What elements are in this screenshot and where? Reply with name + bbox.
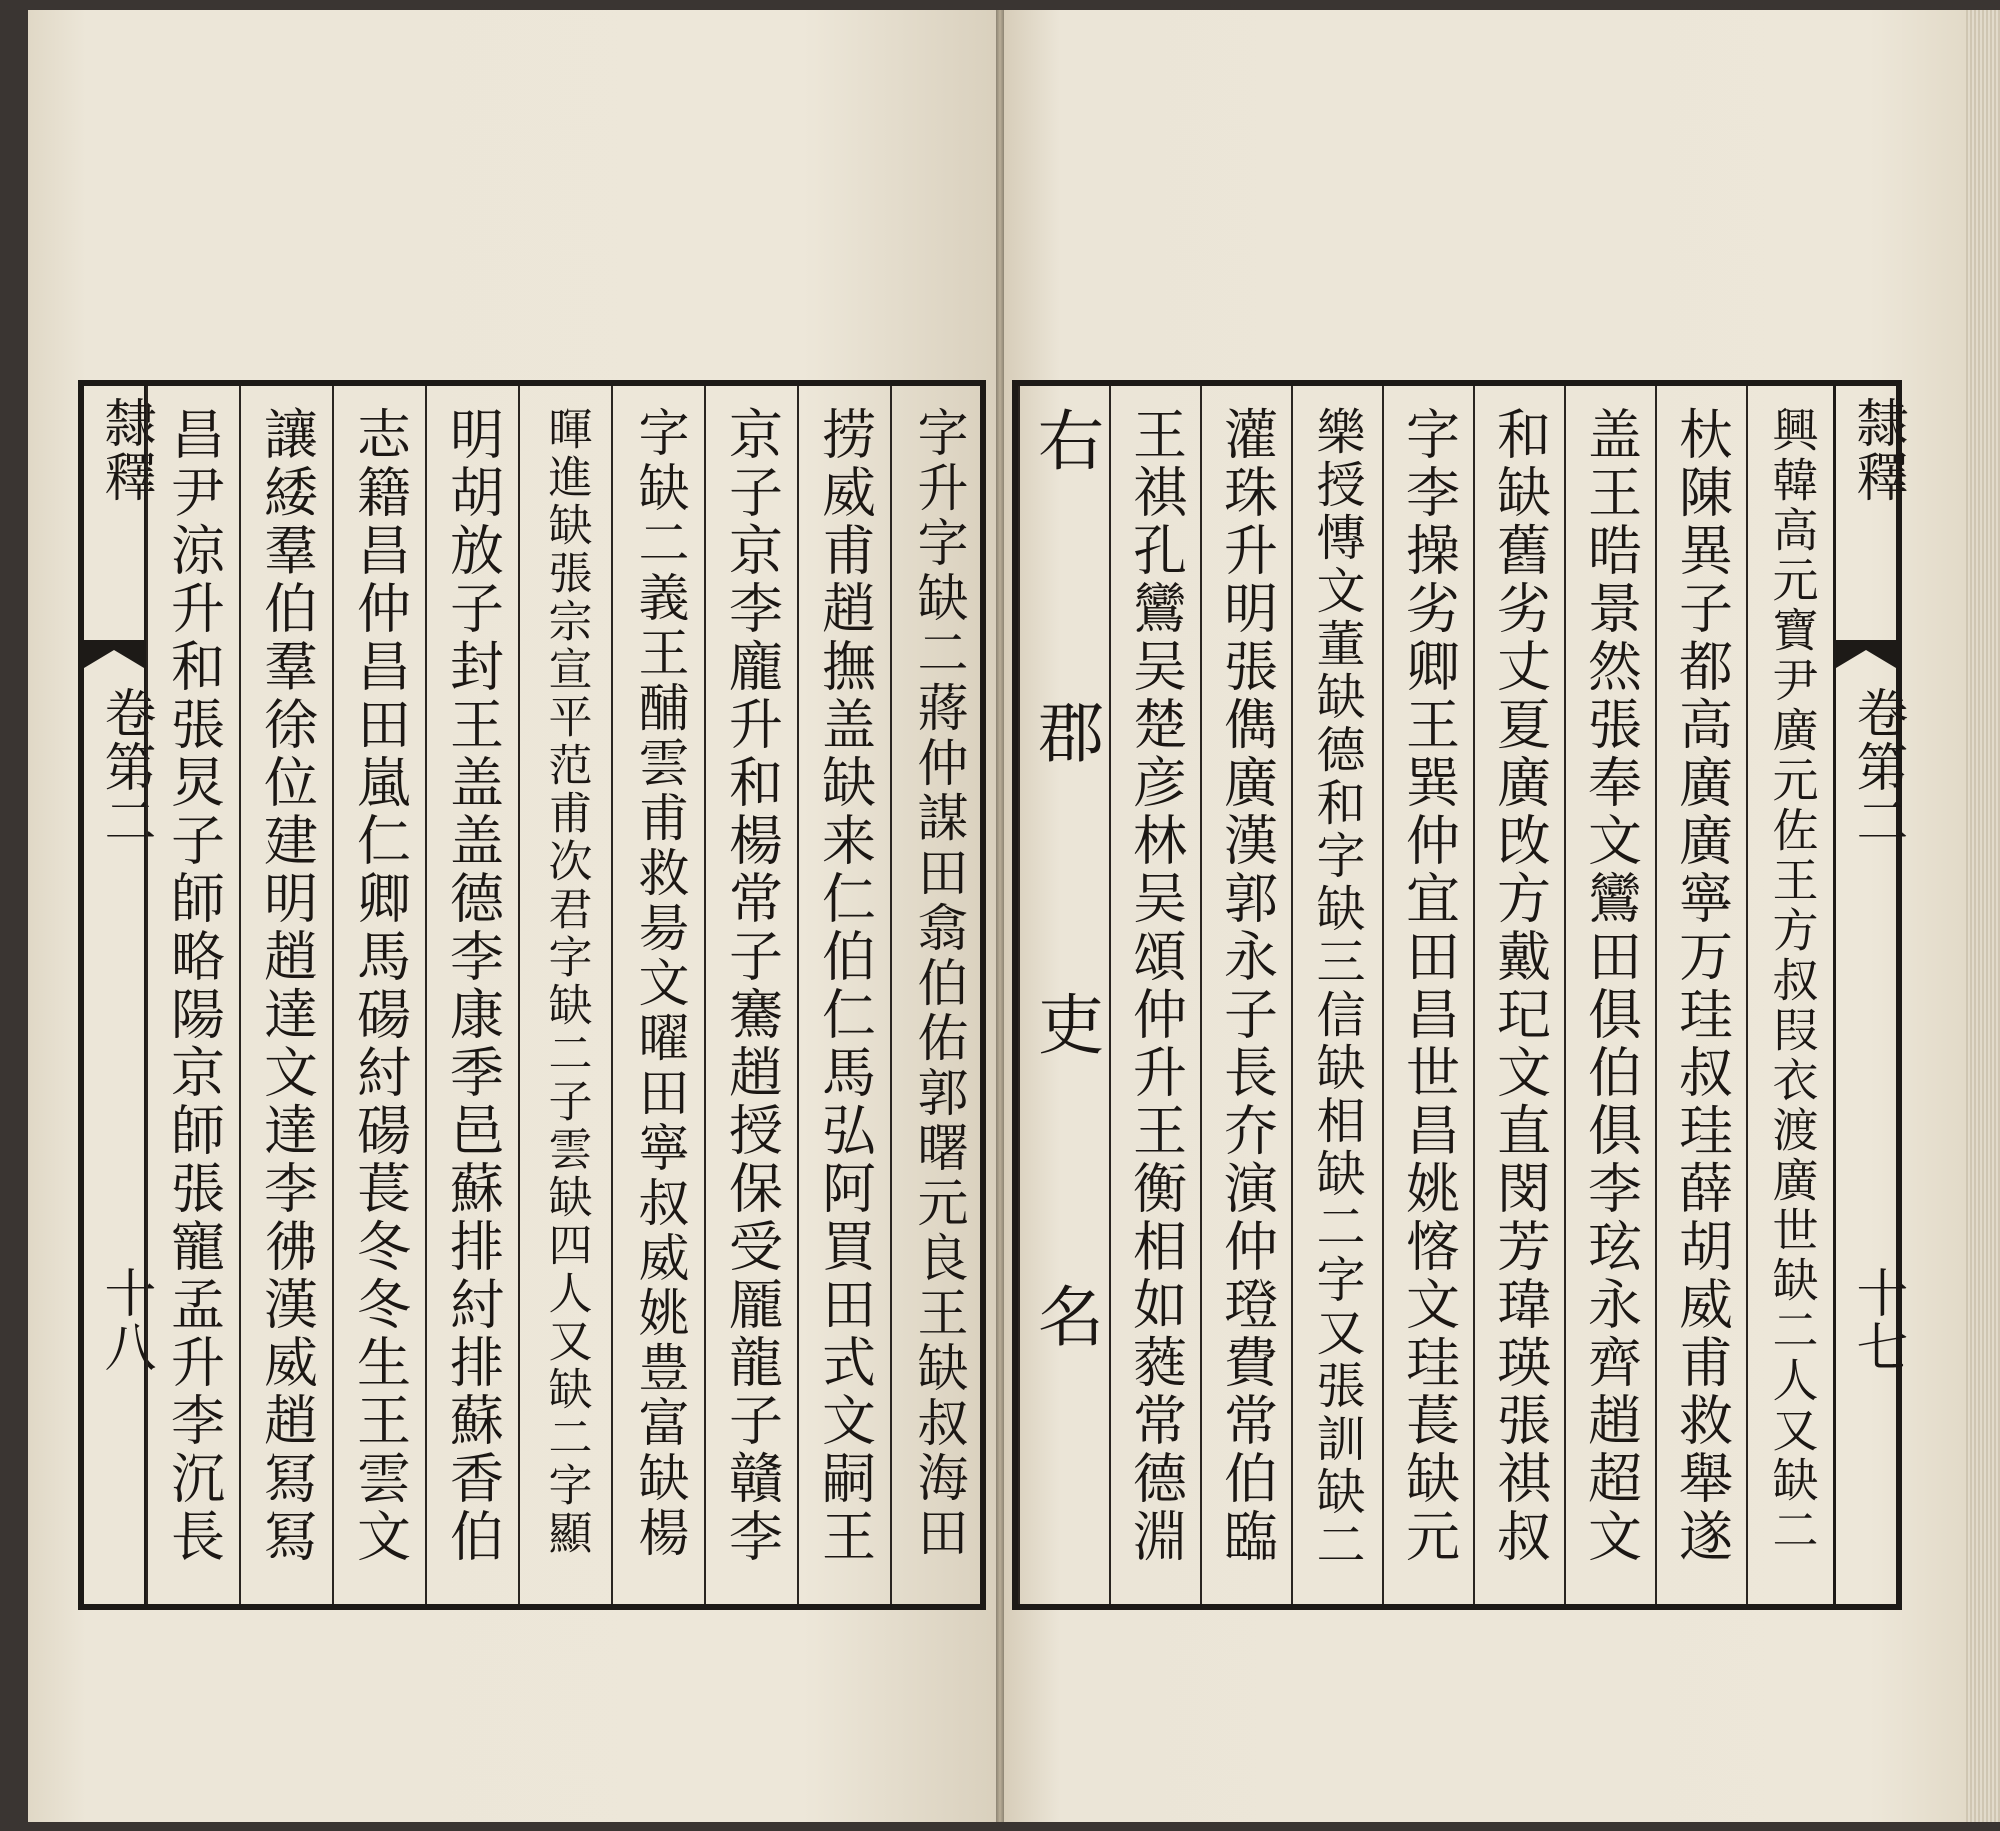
banxin-folio: 十七 <box>1847 1266 1907 1374</box>
fish-tail-mark <box>84 636 144 672</box>
text-column <box>1382 386 1473 1604</box>
text-column <box>1109 386 1200 1604</box>
text-column <box>425 386 518 1604</box>
column-text: 昌尹涼升和張炅子師略陽京師張寵孟升李沉長 <box>162 406 226 1566</box>
column-text: 興韓高元寶尹廣元佐王方叔叚衣渡廣世缺二人又缺二 <box>1765 406 1820 1556</box>
column-text: 字缺二義王酺雲甫救昜文曜田寧叔威姚豊富缺楊 <box>629 406 688 1561</box>
column-text: 捞威甫趙撫盖缺来仁伯仁馬弘阿買田式文嗣王 <box>813 406 877 1566</box>
left-center-column <box>84 386 155 1604</box>
text-column <box>1200 386 1291 1604</box>
page-stack-edge <box>1966 10 2000 1822</box>
column-text: 盖王晧景然張奉文鸞田俱伯俱李玹永齊趙超文 <box>1579 406 1643 1566</box>
right-center-column <box>1833 386 1907 1604</box>
column-text: 暉進缺張宗宣平范甫次君字缺二子雲缺四人又缺二字顯 <box>540 406 592 1558</box>
text-column <box>1291 386 1382 1604</box>
column-text: 京子京李龐升和楊常子騫趙授保受龎龍子贛李 <box>720 406 784 1566</box>
column-text: 字李操劣卿王巽仲宜田昌世昌姚愘文珪萇缺元 <box>1397 406 1461 1566</box>
column-text: 右郡吏名 <box>1026 406 1104 1574</box>
text-column <box>1746 386 1837 1604</box>
book-spine <box>996 10 1004 1822</box>
text-column <box>890 386 983 1604</box>
text-column <box>1018 386 1109 1604</box>
banxin-volume: 卷第二 <box>1847 686 1907 848</box>
column-text: 讓緌羣伯羣徐位建明趙達文達李彿漢威趙冩冩 <box>255 406 319 1566</box>
text-column <box>611 386 704 1604</box>
text-column <box>518 386 611 1604</box>
banxin-title: 隸釋 <box>1847 396 1907 504</box>
text-column <box>704 386 797 1604</box>
column-text: 樂授慱文董缺德和字缺三信缺相缺二字又張訓缺二 <box>1309 406 1366 1572</box>
banxin-volume: 卷第二 <box>95 686 155 848</box>
right-text-frame <box>1012 380 1907 1610</box>
text-column <box>146 386 239 1604</box>
text-column <box>239 386 332 1604</box>
fish-tail-mark <box>1836 636 1896 672</box>
column-text: 明胡放子封王盖盖德李康季邑蘇排紂排蘇香伯 <box>441 406 505 1566</box>
column-text: 志籍昌仲昌田嵐仁卿馬碭紂碭萇冬冬生王雲文 <box>348 406 412 1566</box>
column-text: 王祺孔鸞吴楚彦林吴頌仲升王衡相如蕤常德淵 <box>1124 406 1188 1566</box>
text-column <box>797 386 890 1604</box>
column-text: 和缺舊劣丈夏廣攺方戴玘文直閔芳瑋瑛張祺叔 <box>1488 406 1552 1566</box>
column-text: 字升字缺二蔣仲謀田翕伯佑郭曙元良王缺叔海田 <box>908 406 967 1561</box>
text-column <box>1655 386 1746 1604</box>
column-text: 灌珠升明張儁廣漢郭永子長夰演仲璒費常伯臨 <box>1215 406 1279 1566</box>
banxin-title: 隸釋 <box>95 396 155 504</box>
text-column <box>1473 386 1564 1604</box>
text-column <box>332 386 425 1604</box>
left-text-frame <box>78 380 986 1610</box>
text-column <box>1564 386 1655 1604</box>
banxin-folio: 十八 <box>95 1266 155 1374</box>
column-text: 杕陳異子都高廣廣寧万珪叔珪薛胡威甫救舉遂 <box>1670 406 1734 1566</box>
